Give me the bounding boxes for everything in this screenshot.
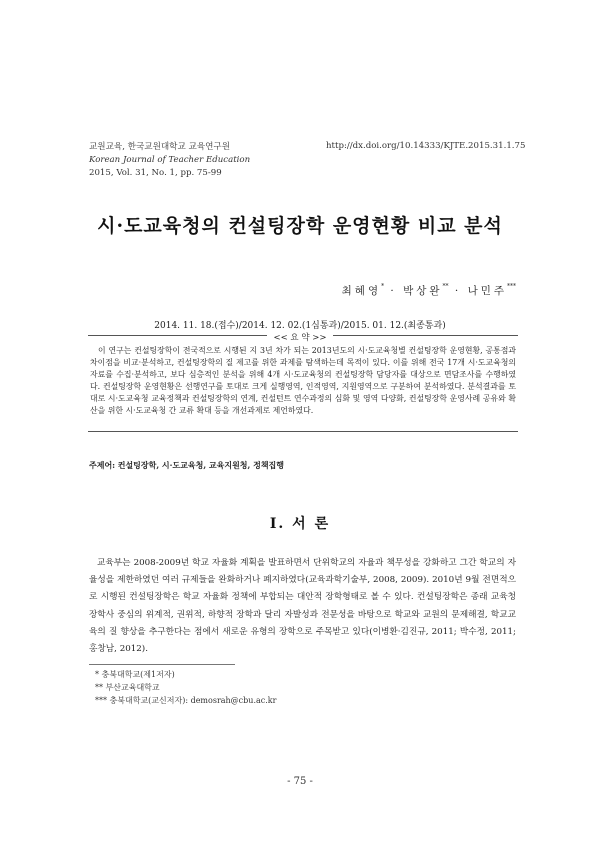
- volume-info: 2015, Vol. 31, No. 1, pp. 75-99: [89, 168, 222, 178]
- author-separator: ·: [384, 285, 404, 297]
- journal-name: Korean Journal of Teacher Education: [89, 155, 251, 165]
- submission-dates: 2014. 11. 18.(접수)/2014. 12. 02.(1심통과)/2015. 01. 12.(최종통과): [154, 321, 446, 331]
- body-paragraph: 교육부는 2008-2009년 학교 자율화 계획을 발표하면서 단위학교의 자율과 책무성을 강화하고 그간 학교의 자율성을 제한하였던 여러 규제들을 완화하거나 폐지하였다(교육과학기술부, 2008, 2009). 2010년 9월 전면적으로 시행된 컨설팅장학은 학교 자율화 정책에 부합되는 대안적 장학형태로 볼 수 있다. 컨설팅장학은 종래 교육청 장학사 중심의 위계적, 권위적, 하향적 장학과 달리 자발성과 전문성을 바탕으로 학교와 교원의 문제해결, 학교교육의 질 향상을 추구한다는 점에서 새로운 유형의 장학으로 주목받고 있다(이병환·김진규, 2011; 박수정, 2011; 홍창남, 2012).: [89, 558, 516, 655]
- doi-link[interactable]: http://dx.doi.org/10.14333/KJTE.2015.31.1.75: [326, 141, 526, 151]
- author-line: [342, 283, 516, 298]
- author-3: 나민주: [467, 285, 507, 297]
- author-2-mark: **: [442, 283, 449, 290]
- keywords-label: 주제어:: [89, 460, 116, 470]
- abstract-text: 이 연구는 컨설팅장학이 전국적으로 시행된 지 3년 차가 되는 2013년도의 시·도교육청별 컨설팅장학 운영현황, 공통점과 차이점을 비교·분석하고, 컨설팅장학의 질 제고를 위한 과제를 탐색하는데 목적이 있다. 이를 위해 전국 17개 시·도교육청의 자료를 수집·분석하고, 보다 심층적인 분석을 위해 4개 시·도교육청의 컨설팅장학 담당자를 대상으로 면담조사를 수행하였다. 컨설팅장학 운영현황은 선행연구를 토대로 크게 실행영역, 인적영역, 지원영역으로 구분하여 분석하였다. 분석결과를 토대로 시·도교육청 교육정책과 컨설팅장학의 연계, 컨설턴트 연수과정의 심화 및 영역 다양화, 컨설팅장학 운영사례 공유와 확산을 위한 시·도교육청 간 교류 확대 등을 개선과제로 제언하였다.: [90, 346, 516, 416]
- paper-title: 시·도교육청의 컨설팅장학 운영현황 비교 분석: [97, 215, 503, 237]
- keywords-value: 컨설팅장학, 시·도교육청, 교육지원청, 정책집행: [117, 460, 285, 470]
- footnote-1: * 충북대학교(제1저자): [95, 670, 175, 679]
- author-2: 박상완: [403, 285, 443, 297]
- publisher: 교원교육, 한국교원대학교 교육연구원: [89, 142, 231, 152]
- author-1-mark: *: [381, 283, 385, 290]
- footnote-divider: [89, 664, 235, 665]
- keywords: [89, 460, 284, 471]
- journal-header: [89, 141, 250, 180]
- author-1: 최혜영: [341, 285, 382, 297]
- footnote-3: *** 충북대학교(교신저자): demosrah@cbu.ac.kr: [95, 696, 277, 705]
- footnotes: [95, 668, 276, 707]
- section-title: I. 서 론: [269, 516, 331, 532]
- author-3-mark: ***: [507, 283, 516, 290]
- abstract-label: << 요 약 >>: [0, 331, 600, 343]
- footnote-2: ** 부산교육대학교: [95, 683, 160, 692]
- page-number: - 75 -: [287, 776, 313, 787]
- author-separator: ·: [448, 285, 468, 297]
